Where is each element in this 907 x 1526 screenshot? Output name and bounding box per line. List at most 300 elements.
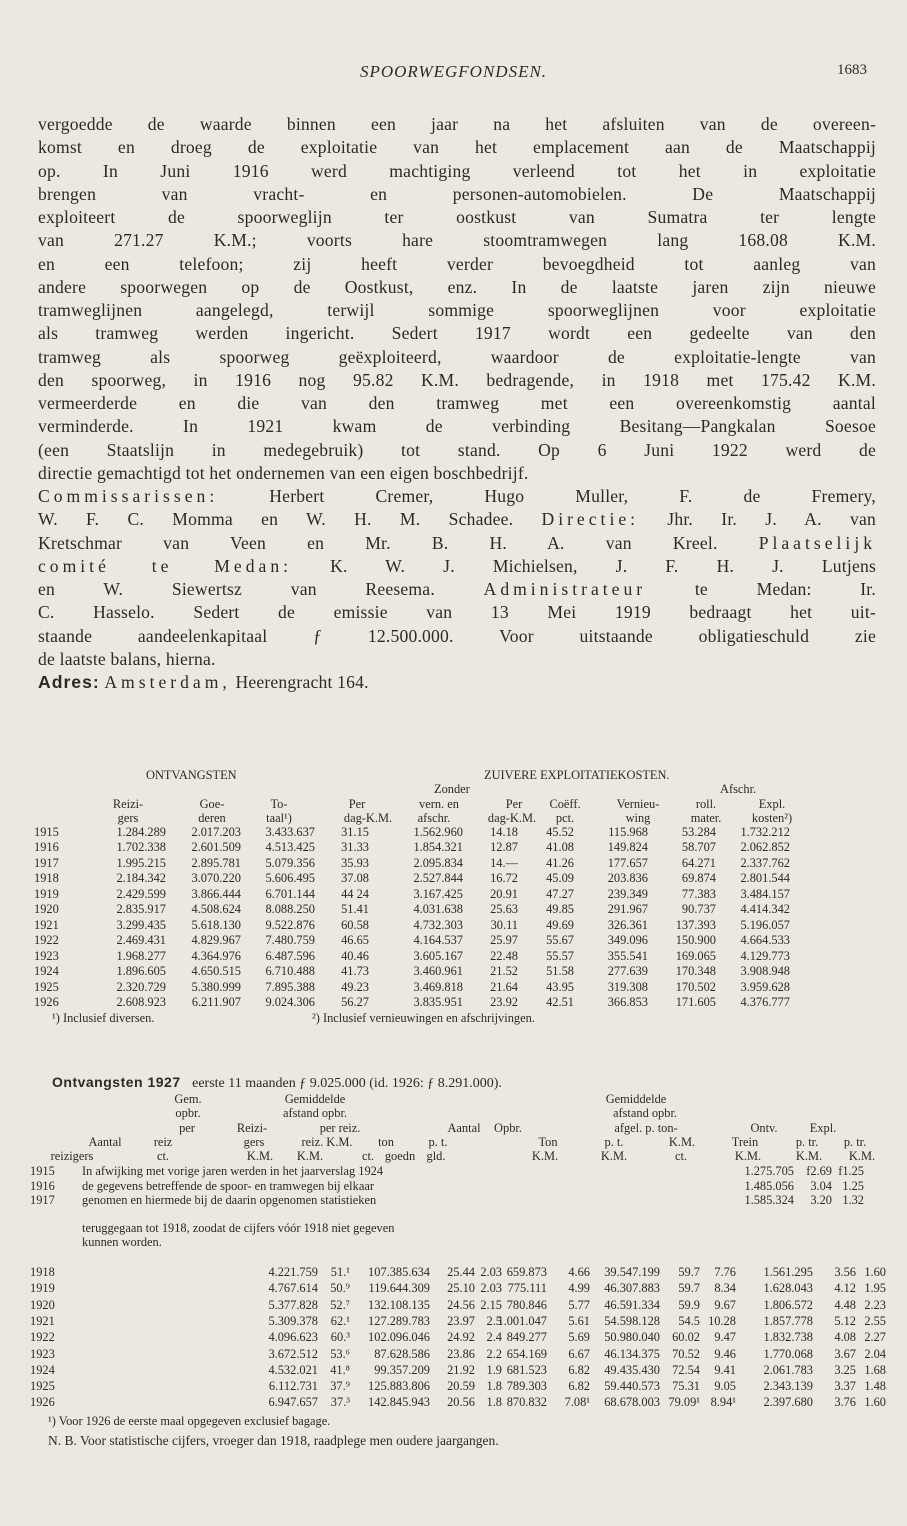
table-cell: 55.67 (546, 933, 574, 948)
table-cell: 1.60 (864, 1265, 886, 1279)
table-cell: 22.48 (490, 948, 518, 963)
table-header-row (30, 1135, 880, 1149)
table-cell: 3.908.948 (740, 964, 790, 979)
col-header: afstand opbr. (282, 1106, 347, 1120)
table-cell: 20.91 (490, 886, 518, 901)
col-header: reiz. K.M. (301, 1135, 353, 1149)
table-cell: 681.523 (506, 1362, 547, 1377)
address-label: Adres: (38, 672, 100, 692)
table-cell: 1.48 (864, 1379, 886, 1394)
table-cell: 23.86 (447, 1346, 475, 1361)
col-header: ct. (674, 1149, 688, 1163)
table-cell: 654.169 (506, 1346, 547, 1361)
table-row (30, 1330, 886, 1345)
table-cell: 4.66 (568, 1265, 590, 1279)
table-cell: 4.376.777 (740, 994, 790, 1009)
table-cell: 4.508.624 (191, 902, 241, 917)
persons-line (38, 648, 876, 671)
year-cell: 1917 (34, 855, 59, 870)
col-header: deren (198, 811, 226, 825)
table-cell: 102.096.046 (368, 1330, 430, 1345)
year-cell: 1926 (34, 994, 59, 1009)
year-cell: 1919 (34, 886, 59, 901)
table-cell: 49.23 (341, 979, 369, 994)
table-cell: 849.277 (506, 1330, 547, 1345)
paragraph-line: vermeerderde en die van den tramweg met een overeenkomstig aantal (38, 393, 876, 413)
table-cell: 42.51 (546, 994, 574, 1009)
table-cell: 2.03 (480, 1281, 502, 1296)
col-header: Reizi- (112, 797, 144, 811)
table-cell: 2.4 (486, 1330, 502, 1345)
year-cell: 1916 (34, 840, 59, 855)
col-header: roll. (695, 797, 717, 811)
table-cell: 50.⁹ (330, 1281, 350, 1296)
group-ontvangsten: ONTVANGSTEN (146, 768, 237, 782)
paragraph-line: exploiteert de spoorweglijn ter oostkust van Sumatra ter lengte (38, 207, 876, 227)
table-cell: 2.061.783 (763, 1362, 813, 1377)
table-cell: 2.337.762 (740, 855, 790, 870)
col-header: gld. (426, 1149, 446, 1163)
table-cell: 2.095.834 (413, 855, 463, 870)
table-cell: 4.096.623 (268, 1330, 318, 1345)
table-row (34, 840, 880, 854)
table-cell: 21.92 (447, 1362, 475, 1377)
table-cell: 99.357.209 (374, 1362, 430, 1377)
table-cell: 24.92 (447, 1330, 475, 1345)
year-cell: 1926 (30, 1395, 55, 1410)
table-cell: 150.900 (675, 933, 716, 948)
table-cell: 1.9 (486, 1362, 502, 1377)
col-header: Ton (538, 1135, 558, 1149)
table-cell: 4.12 (834, 1281, 856, 1296)
persons-line (38, 555, 876, 578)
col-header: K.M. (848, 1149, 876, 1163)
table-cell: 4.414.342 (740, 902, 790, 917)
col-header: afgel. p. ton- (614, 1121, 678, 1135)
table-cell: 2.429.599 (116, 886, 166, 901)
table-cell: 4.221.759 (268, 1265, 318, 1279)
commissarissen-label: Commissarissen: (38, 486, 219, 506)
table-cell: 1.561.295 (763, 1265, 813, 1279)
col-header: Afschr. (720, 782, 757, 796)
table-cell: 3.37 (834, 1379, 856, 1394)
table-cell: 137.393 (675, 917, 716, 932)
year-cell: 1921 (30, 1313, 55, 1328)
table-cell: 9.41 (714, 1362, 736, 1377)
address-street: Heerengracht 164. (235, 672, 369, 692)
table-cell: 170.348 (675, 964, 716, 979)
table-cell: 177.657 (607, 855, 648, 870)
table-cell: 169.065 (675, 948, 716, 963)
table-cell: 1.68 (864, 1362, 886, 1377)
table-cell: 1.585.324 (744, 1193, 794, 1208)
year-cell: 1917 (30, 1193, 55, 1208)
table-cell: 4.364.976 (191, 948, 241, 963)
table-cell: 1.832.738 (763, 1330, 813, 1345)
year-cell: 1925 (30, 1379, 55, 1394)
col-header: Zonder (434, 782, 470, 796)
persons-line (38, 485, 876, 508)
table-cell: 5.377.828 (268, 1297, 318, 1312)
col-header: dag-K.M. (343, 811, 393, 825)
paragraph-line: en een telefoon; zij heeft verder bevoegdheid tot aanleg van (38, 253, 876, 274)
table-cell: 2.801.544 (740, 871, 790, 886)
table-cell: f1.25 (838, 1164, 864, 1178)
table-cell: 2.15 (480, 1297, 502, 1312)
table-cell: 277.639 (607, 964, 648, 979)
table-cell: 1.8 (486, 1379, 502, 1394)
table-cell: 5.309.378 (268, 1313, 318, 1328)
paragraph-line: op. In Juni 1916 werd machtiging verleend tot het in exploitatie (38, 160, 876, 181)
paragraph-line: komst en droeg de exploitatie van het emplacement aan de Maatschappij (38, 137, 876, 158)
table-cell: 45.52 (546, 825, 574, 839)
ontvangsten-1927-text: eerste 11 maanden ƒ 9.025.000 (id. 1926: ƒ 8.291.000). (192, 1076, 502, 1091)
table-cell: 1.770.068 (763, 1346, 813, 1361)
table-cell: 30.11 (490, 917, 518, 932)
col-header: gers (243, 1135, 265, 1149)
table-cell: 107.385.634 (368, 1265, 430, 1279)
col-header: Vernieu- (616, 797, 660, 811)
table-cell: 5.77 (568, 1297, 590, 1312)
table-cell: 1.562.960 (413, 825, 463, 839)
year-cell: 1920 (30, 1297, 55, 1312)
table-cell: 40.46 (341, 948, 369, 963)
table-cell: 4.48 (834, 1297, 856, 1312)
table-cell: 5.196.057 (740, 917, 790, 932)
col-header: afschr. (417, 811, 451, 825)
year-cell: 1923 (30, 1346, 55, 1361)
table-cell: 59.440.573 (604, 1379, 660, 1394)
paragraph-line: vergoedde de waarde binnen een jaar na het afsluiten van de overeen- (38, 114, 876, 134)
col-header: Aantal (447, 1121, 481, 1135)
table-cell: 3.866.444 (191, 886, 241, 901)
table-cell: 5.61 (568, 1313, 590, 1328)
table-cell: 203.836 (607, 871, 648, 886)
table-cell: 58.707 (681, 840, 716, 855)
table-cell: 132.108.135 (368, 1297, 430, 1312)
table-cell: 37.08 (341, 871, 369, 886)
table-cell: 54.598.128 (604, 1313, 660, 1328)
table-cell: 1.95 (864, 1281, 886, 1296)
table-cell: 53.⁶ (330, 1346, 350, 1361)
table-cell: 79.09¹ (668, 1395, 700, 1410)
paragraph-line: (een Staatslijn in medegebruik) tot stand. Op 6 Juni 1922 werd de (38, 439, 876, 460)
table-cell: 4.031.638 (413, 902, 463, 917)
table-cell: 1.284.289 (116, 825, 166, 839)
table-cell: 2.017.203 (191, 825, 241, 839)
table-cell: 68.678.003 (604, 1395, 660, 1410)
ontvangsten-1927-label: Ontvangsten 1927 (52, 1074, 181, 1090)
table-cell: 2.23 (864, 1297, 886, 1312)
table-cell: 37.⁹ (330, 1379, 350, 1394)
table-cell: 2.062.852 (740, 840, 790, 855)
table-row (30, 1265, 886, 1279)
table-cell: 3.605.167 (413, 948, 463, 963)
table-cell: 349.096 (607, 933, 648, 948)
table-row (34, 902, 880, 916)
col-header: per (179, 1121, 195, 1135)
col-header: p. t. (428, 1135, 448, 1149)
table-cell: 3.672.512 (268, 1346, 318, 1361)
table-cell: 49.69 (546, 917, 574, 932)
directie-names: Jhr. Ir. J. A. van (667, 509, 876, 530)
table-header-row (30, 1106, 880, 1120)
table-cell: 2.895.781 (191, 855, 241, 870)
col-header: Expl. (758, 797, 786, 811)
table-cell: 125.883.806 (368, 1379, 430, 1394)
table-cell: 2.608.923 (116, 994, 166, 1009)
table-cell: 4.99 (568, 1281, 590, 1296)
year-cell: 1916 (30, 1178, 55, 1193)
table-cell: 115.968 (608, 825, 648, 839)
table-cell: 51.¹ (330, 1265, 350, 1279)
table-cell: 39.547.199 (604, 1265, 660, 1279)
table-cell: 3.433.637 (265, 825, 315, 839)
table-cell: 46.65 (341, 933, 369, 948)
table-row (34, 949, 880, 963)
table-row (30, 1379, 886, 1394)
table-cell: 9.46 (714, 1346, 736, 1361)
table-cell: 3.070.220 (191, 871, 241, 886)
paragraph-line: brengen van vracht- en personen-automobielen. De Maatschappij (38, 183, 876, 204)
col-header: K.M. (531, 1149, 559, 1163)
table-cell: 90.737 (681, 902, 716, 917)
table-cell: 7.480.759 (265, 933, 315, 948)
table-cell: 77.383 (681, 886, 716, 901)
col-header: mater. (690, 811, 722, 825)
table-row (34, 887, 880, 901)
col-header: K.M. (246, 1149, 274, 1163)
col-header: dag-K.M. (487, 811, 537, 825)
table-cell: 9.522.876 (265, 917, 315, 932)
table-cell: 37.³ (330, 1395, 350, 1410)
table-row (30, 1362, 886, 1377)
year-cell: 1925 (34, 979, 59, 994)
table-cell: 3.167.425 (413, 886, 463, 901)
table-cell: 59.9 (678, 1297, 700, 1312)
table-cell: 171.605 (675, 994, 716, 1009)
table-cell: 6.947.657 (268, 1395, 318, 1410)
table-cell: 4.767.614 (268, 1281, 318, 1296)
table-cell: 35.93 (341, 855, 369, 870)
table-cell: 9.67 (714, 1297, 736, 1312)
table-cell: 41.08 (546, 840, 574, 855)
col-header: K.M. (668, 1135, 696, 1149)
table-cell: 6.487.596 (265, 948, 315, 963)
table-cell: f2.69 (806, 1164, 832, 1178)
table-cell: 2.397.680 (763, 1395, 813, 1410)
table-cell: 6.211.907 (191, 994, 241, 1009)
persons-line (38, 578, 876, 601)
table-cell: 60.02 (672, 1330, 700, 1345)
table-cell: 3.460.961 (413, 964, 463, 979)
table-cell: 46.307.883 (604, 1281, 660, 1296)
table-row (30, 1297, 886, 1312)
table-cell: 355.541 (607, 948, 648, 963)
persons-block (38, 485, 876, 694)
col-header: Per (505, 797, 523, 811)
table-cell: 54.5 (678, 1313, 700, 1328)
table-row (34, 856, 880, 870)
address-city: Amsterdam, (104, 672, 231, 692)
table-row (34, 933, 880, 947)
col-header: reizigers (50, 1149, 94, 1163)
table-cell: 51.58 (546, 964, 574, 979)
col-header: Gem. (174, 1092, 202, 1106)
paragraph-line: directie gemachtigd tot het ondernemen van een eigen boschbedrijf. (38, 462, 529, 483)
commissarissen-names: Herbert Cremer, Hugo Muller, F. de Fremery, (269, 486, 876, 506)
table-cell: 20.56 (447, 1395, 475, 1410)
table-cell: 72.54 (672, 1362, 700, 1377)
year-cell: 1920 (34, 902, 59, 917)
col-header: Aantal (88, 1135, 122, 1149)
table-cell: 43.95 (546, 979, 574, 994)
table-cell: 23.92 (490, 994, 518, 1009)
col-header: Reizi- (236, 1121, 268, 1135)
table-cell: 53.284 (681, 825, 716, 839)
table-cell: 5.618.130 (191, 917, 241, 932)
table-cell: 56.27 (341, 994, 369, 1009)
table-cell: 1.896.605 (116, 964, 166, 979)
table-cell: 170.502 (675, 979, 716, 994)
table-cell: 23.97 (447, 1313, 475, 1328)
table-footnote (30, 1414, 880, 1428)
table-cell: 1.995.215 (116, 855, 166, 870)
year-cell: 1915 (34, 825, 59, 839)
table-row (34, 871, 880, 885)
table-note-line (30, 1221, 880, 1235)
table-cell: 7.76 (714, 1265, 736, 1279)
after-text: C. Hasselo. Sedert de emissie van 13 Mei 1919 bedraagt het uit- (38, 602, 876, 623)
col-header: ton (378, 1135, 394, 1149)
table-cell: 2.320.729 (116, 979, 166, 994)
directie-label: Directie: (541, 509, 640, 530)
col-header: To- (270, 797, 288, 811)
table-cell: 4.08 (834, 1330, 856, 1345)
table-cell: 2.469.431 (116, 933, 166, 948)
table-cell: 25.63 (490, 902, 518, 917)
table-cell: 2.5 (486, 1313, 502, 1328)
table-cell: 1.628.043 (763, 1281, 813, 1296)
table-cell: 8.088.250 (265, 902, 315, 917)
table-row (34, 964, 880, 978)
table-cell: 4.164.537 (413, 933, 463, 948)
table-cell: 20.59 (447, 1379, 475, 1394)
table-cell: 64.271 (681, 855, 716, 870)
paragraph-line: tramweg als spoorweg geëxploiteerd, waardoor de exploitatie-lengte van (38, 346, 876, 367)
table-cell: 1.968.277 (116, 948, 166, 963)
col-header: K.M. (734, 1149, 762, 1163)
col-header: Expl. (809, 1121, 837, 1135)
table-cell: 75.31 (672, 1379, 700, 1394)
col-header: per reiz. (319, 1121, 361, 1135)
table-cell: 3.56 (834, 1265, 856, 1279)
address-line (38, 671, 876, 694)
table-cell: 3.20 (810, 1193, 832, 1208)
table-cell: 87.628.586 (374, 1346, 430, 1361)
table-cell: 5.380.999 (191, 979, 241, 994)
table-cell: 780.846 (506, 1297, 547, 1312)
table-cell: 12.87 (490, 840, 518, 855)
year-cell: 1923 (34, 948, 59, 963)
table-cell: 7.895.388 (265, 979, 315, 994)
table-cell: 1.806.572 (763, 1297, 813, 1312)
col-header: ct. (361, 1149, 375, 1163)
table-cell: 4.513.425 (265, 840, 315, 855)
table-cell: 1.485.056 (744, 1178, 794, 1193)
paragraph-line: andere spoorwegen op de Oostkust, enz. In de laatste jaren zijn nieuwe (38, 276, 876, 297)
table-cell: 3.25 (834, 1362, 856, 1377)
col-header: kosten²) (751, 811, 793, 825)
table-header-row (34, 811, 880, 825)
table-cell: 1.25 (842, 1178, 864, 1193)
col-header: pct. (555, 811, 575, 825)
year-cell: 1922 (34, 933, 59, 948)
table-cell: 239.349 (607, 886, 648, 901)
running-header (0, 62, 907, 86)
year-cell: 1919 (30, 1281, 55, 1296)
table-cell: 69.874 (681, 871, 716, 886)
table-cell: 1.857.778 (763, 1313, 813, 1328)
table-cell: 41.⁸ (330, 1362, 350, 1377)
table-cell: 31.15 (341, 825, 369, 839)
table-cell: 2.04 (864, 1346, 886, 1361)
col-header: vern. en (419, 797, 459, 811)
table-cell: 16.72 (490, 871, 518, 886)
table-header-row (34, 797, 880, 811)
table-cell: 47.27 (546, 886, 574, 901)
table-cell: 55.57 (546, 948, 574, 963)
table-cell: 6.112.731 (268, 1379, 318, 1394)
commissarissen-names: W. F. C. Momma en W. H. M. Schadee. (38, 509, 514, 530)
table-group-header (34, 768, 880, 782)
body-paragraph (38, 113, 876, 485)
table-footnote (34, 1011, 880, 1025)
table-cell: 9.024.306 (265, 994, 315, 1009)
table-cell: 21.64 (490, 979, 518, 994)
table-cell: 149.824 (607, 840, 648, 855)
table-header-row (30, 1149, 880, 1163)
paragraph-line: als tramweg werden ingericht. Sedert 1917 wordt een gedeelte van den (38, 323, 876, 344)
table-cell: 366.853 (607, 994, 648, 1009)
table-cell: 6.710.488 (265, 964, 315, 979)
col-header: opbr. (175, 1106, 201, 1120)
col-header: K.M. (296, 1149, 324, 1163)
table-cell: 127.289.783 (368, 1313, 430, 1328)
table-cell: 1.732.212 (740, 825, 790, 839)
table-cell: 4.532.021 (268, 1362, 318, 1377)
table-cell: 1.8 (486, 1395, 502, 1410)
table-cell: 3.469.818 (413, 979, 463, 994)
table-cell: 59.7 (678, 1265, 700, 1279)
table-cell: 326.361 (607, 917, 648, 932)
year-cell: 1918 (34, 871, 59, 886)
table-cell: 25.97 (490, 933, 518, 948)
col-header: gers (117, 811, 139, 825)
table-cell: 3.299.435 (116, 917, 166, 932)
table-row (34, 825, 880, 839)
group-exploitatiekosten: ZUIVERE EXPLOITATIEKOSTEN. (484, 768, 670, 782)
col-header: Gemiddelde (605, 1092, 667, 1106)
table-cell: 319.308 (607, 979, 648, 994)
col-header: reiz (153, 1135, 173, 1149)
year-cell: 1924 (34, 964, 59, 979)
table-cell: 7.08¹ (564, 1395, 590, 1410)
table-cell: 2.27 (864, 1330, 886, 1345)
table-cell: 142.845.943 (368, 1395, 430, 1410)
table-cell: 291.967 (607, 902, 648, 917)
table-cell: 2.601.509 (191, 840, 241, 855)
